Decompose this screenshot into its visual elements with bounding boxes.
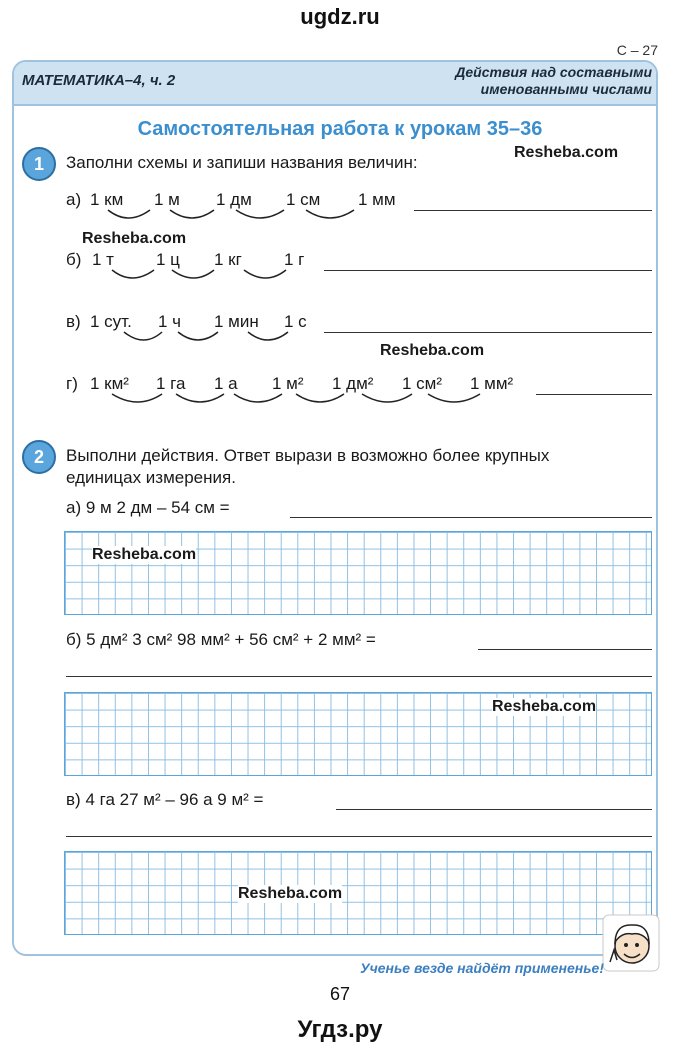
item-label: б) — [66, 630, 82, 649]
task-1-badge: 1 — [22, 147, 56, 181]
unit-label: 1 м — [154, 190, 180, 209]
unit-label: 1 дм — [216, 190, 252, 209]
unit-label: 1 мм² — [470, 374, 514, 393]
topic-title — [455, 64, 652, 98]
unit-label: 1 кг — [214, 250, 242, 269]
task-1-text: Заполни схемы и запиши названия величин: — [66, 153, 418, 172]
watermark: Resheba.com — [238, 885, 343, 902]
answer-line[interactable] — [66, 676, 652, 677]
watermark: Resheba.com — [92, 546, 197, 563]
task-2-text-line-1: Выполни действия. Ответ вырази в возможно более крупных — [66, 446, 550, 465]
watermark: Resheba.com — [492, 698, 597, 715]
page-number: 67 — [329, 984, 351, 1004]
answer-line[interactable] — [336, 809, 652, 810]
site-url-top[interactable]: ugdz.ru — [300, 4, 380, 29]
task-2-item-c — [66, 790, 264, 810]
answer-line[interactable] — [66, 836, 652, 837]
answer-line[interactable] — [324, 332, 652, 333]
boy-mascot-icon — [602, 914, 660, 972]
unit-label: 1 мм — [358, 190, 396, 209]
unit-label: 1 ц — [156, 250, 180, 269]
answer-line[interactable] — [536, 394, 652, 395]
item-expression: 4 га 27 м² – 96 а 9 м² = — [85, 790, 264, 809]
grid-box-c[interactable] — [64, 851, 652, 935]
scheme-arcs — [106, 204, 406, 226]
unit-label: 1 га — [156, 374, 186, 393]
answer-line[interactable] — [414, 210, 652, 211]
item-expression: 5 дм² 3 см² 98 мм² + 56 см² + 2 мм² = — [86, 630, 376, 649]
unit-label: 1 ч — [158, 312, 182, 331]
unit-label: 1 т — [92, 250, 114, 269]
answer-line[interactable] — [324, 270, 652, 271]
unit-label: 1 дм² — [332, 374, 374, 393]
motto: Ученье везде найдёт примененье! — [360, 960, 604, 976]
task-2-text-line-2: единицах измерения. — [66, 468, 236, 487]
unit-label: 1 м² — [272, 374, 304, 393]
unit-label: 1 с — [284, 312, 307, 331]
task-1-row-b — [66, 250, 656, 290]
task-2-text — [66, 445, 549, 489]
row-label: б) — [66, 250, 82, 269]
unit-label: 1 см² — [402, 374, 443, 393]
topic-line-2: именованными числами — [480, 81, 652, 97]
unit-label: 1 сут. — [90, 312, 132, 331]
unit-label: 1 г — [284, 250, 305, 269]
watermark: Resheba.com — [380, 342, 485, 359]
item-expression: 9 м 2 дм – 54 см = — [85, 498, 230, 517]
unit-label: 1 а — [214, 374, 238, 393]
task-1-row-d — [66, 374, 656, 414]
task-1-row-c — [66, 312, 656, 352]
row-label: а) — [66, 190, 82, 209]
answer-line[interactable] — [478, 649, 652, 650]
scheme-arcs — [122, 326, 342, 348]
task-2-badge: 2 — [22, 440, 56, 474]
watermark: Resheba.com — [514, 144, 619, 161]
unit-label: 1 км — [90, 190, 124, 209]
item-label: а) — [66, 498, 82, 517]
task-2-item-b — [66, 630, 376, 650]
scheme-arcs — [110, 264, 330, 286]
scheme-arcs — [110, 388, 530, 410]
row-label: в) — [66, 312, 81, 331]
unit-label: 1 см — [286, 190, 321, 209]
answer-line[interactable] — [290, 517, 652, 518]
unit-label: 1 км² — [90, 374, 129, 393]
task-1-row-a — [66, 190, 656, 230]
watermark: Resheba.com — [82, 230, 187, 247]
page-title: Самостоятельная работа к урокам 35–36 — [137, 118, 543, 140]
sheet-code: С – 27 — [616, 42, 658, 58]
grid-box-a[interactable] — [64, 531, 652, 615]
topic-line-1: Действия над составными — [455, 64, 652, 80]
site-url-bottom[interactable]: Угдз.ру — [297, 1016, 383, 1043]
book-title: МАТЕМАТИКА–4, ч. 2 — [22, 72, 176, 89]
unit-label: 1 мин — [214, 312, 259, 331]
row-label: г) — [66, 374, 78, 393]
task-2-item-a — [66, 498, 230, 518]
item-label: в) — [66, 790, 81, 809]
